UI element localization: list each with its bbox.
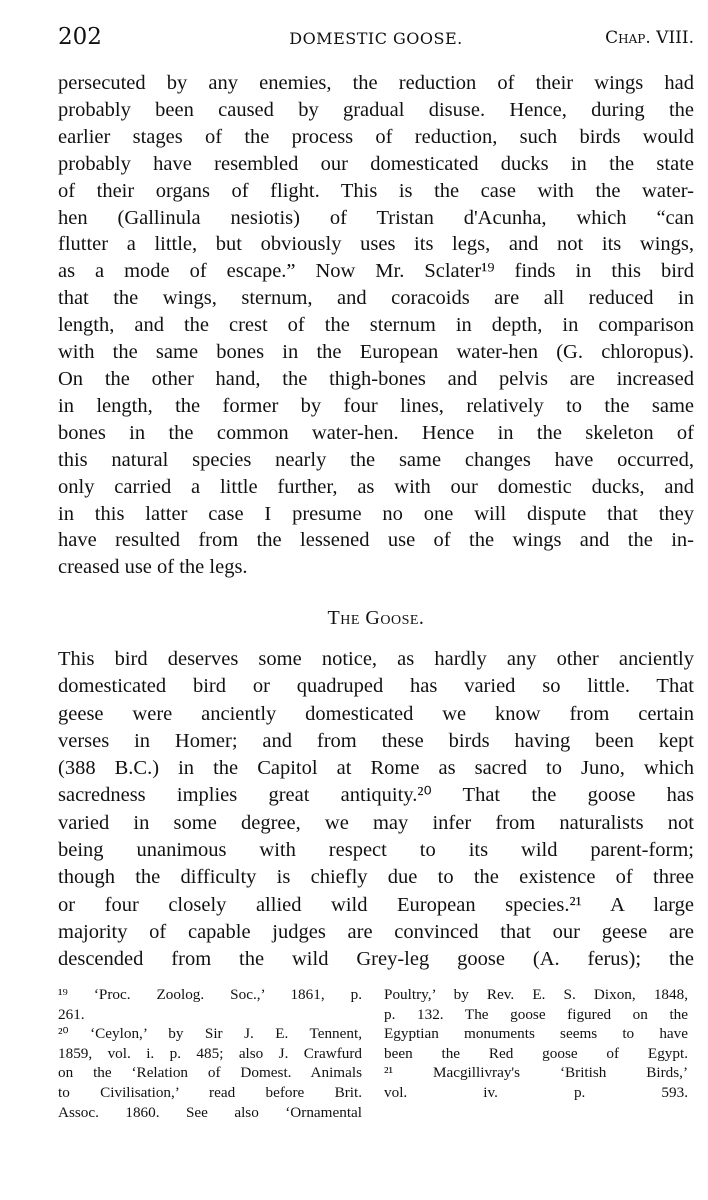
chapter-label: Chap. VIII. (605, 28, 694, 48)
footnote-line: on the ‘Relation of Domest. Animals (58, 1064, 362, 1082)
footnote-line: Assoc. 1860. See also ‘Ornamental (58, 1103, 362, 1121)
text-line: flutter a little, but obviously uses its legs, and not its wings, (58, 233, 694, 256)
text-line: only carried a little further, as with our domestic ducks, and (58, 475, 694, 498)
text-line: being unanimous with respect to its wild parent-form; (58, 839, 694, 862)
footnote-line: 1859, vol. i. p. 485; also J. Crawfurd (58, 1044, 362, 1062)
footnotes-left-column (58, 985, 362, 1122)
text-line: hen (Gallinula nesiotis) of Tristan d'Acunha, which “can (58, 206, 694, 229)
text-line: in this latter case I presume no one will dispute that they (58, 502, 694, 525)
text-line: (388 B.C.) in the Capitol at Rome as sacred to Juno, which (58, 757, 694, 780)
text-line: in length, the former by four lines, relatively to the same (58, 394, 694, 417)
footnote-line: ¹⁹ ‘Proc. Zoolog. Soc.,’ 1861, p. (58, 986, 362, 1003)
page-header (58, 24, 694, 54)
footnote-line: been the Red goose of Egypt. (384, 1044, 688, 1062)
section-paragraph (58, 646, 694, 974)
text-line: though the difficulty is chiefly due to the existence of three (58, 866, 694, 889)
running-title: DOMESTIC GOOSE. (289, 29, 463, 48)
text-line: probably have resembled our domesticated ducks in the state (58, 152, 694, 175)
text-line: earlier stages of the process of reduction, such birds would (58, 125, 694, 148)
text-line: On the other hand, the thigh-bones and pelvis are increased (58, 367, 694, 390)
footnote-line: 261. (58, 1005, 85, 1023)
footnote-line: to Civilisation,’ read before Brit. (58, 1083, 362, 1101)
footnote-line: p. 132. The goose figured on the (384, 1005, 688, 1023)
text-line: or four closely allied wild European species.²¹ A large (58, 893, 694, 916)
text-line: creased use of the legs. (58, 556, 248, 579)
text-line: with the same bones in the European water-hen (G. chloropus). (58, 341, 694, 364)
footnote-line: Egyptian monuments seems to have (384, 1025, 688, 1043)
body-paragraph (58, 70, 694, 581)
page-number: 202 (58, 24, 102, 50)
text-line: persecuted by any enemies, the reduction of their wings had (58, 72, 694, 94)
text-line: this natural species nearly the same changes have occurred, (58, 448, 694, 471)
text-line: verses in Homer; and from these birds having been kept (58, 729, 694, 752)
footnote-line: vol. iv. p. 593. (384, 1083, 688, 1101)
text-line: probably been caused by gradual disuse. Hence, during the (58, 98, 694, 121)
text-line: length, and the crest of the sternum in depth, in comparison (58, 314, 694, 337)
text-line: descended from the wild Grey-leg goose (A. ferus); the (58, 948, 694, 971)
footnote-line: ²¹ Macgillivray's ‘British Birds,’ (384, 1064, 688, 1082)
text-line: bones in the common water-hen. Hence in the skeleton of (58, 421, 694, 444)
text-line: varied in some degree, we may infer from naturalists not (58, 811, 694, 834)
text-line: of their organs of flight. This is the case with the water- (58, 179, 694, 202)
footnotes-right-column (384, 985, 688, 1103)
text-line: as a mode of escape.” Now Mr. Sclater¹⁹ finds in this bird (58, 260, 694, 283)
section-heading: The Goose. (327, 607, 425, 629)
text-line: have resulted from the lessened use of the wings and the in- (58, 529, 694, 552)
text-line: sacredness implies great antiquity.²⁰ That the goose has (58, 784, 694, 807)
footnote-line: Poultry,’ by Rev. E. S. Dixon, 1848, (384, 986, 688, 1003)
footnote-line: ²⁰ ‘Ceylon,’ by Sir J. E. Tennent, (58, 1025, 362, 1043)
text-line: majority of capable judges are convinced that our geese are (58, 920, 694, 943)
text-line: domesticated bird or quadruped has varied so little. That (58, 675, 694, 698)
text-line: geese were anciently domesticated we know from certain (58, 702, 694, 725)
text-line: This bird deserves some notice, as hardly any other anciently (58, 648, 694, 670)
text-line: that the wings, sternum, and coracoids are all reduced in (58, 287, 694, 310)
